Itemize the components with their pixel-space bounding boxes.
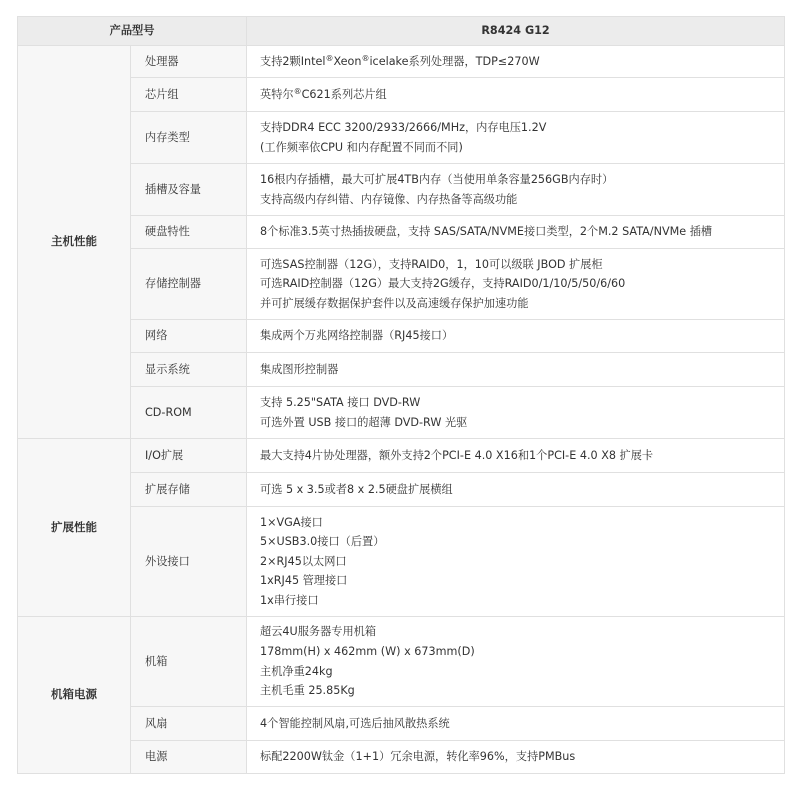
table-row bbox=[18, 439, 785, 473]
spec-label: 机箱 bbox=[131, 617, 247, 707]
spec-value-line: 1×VGA接口 bbox=[260, 515, 323, 529]
spec-value-line: 集成图形控制器 bbox=[260, 362, 339, 376]
spec-value-line: 1xRJ45 管理接口 bbox=[260, 574, 348, 588]
spec-label: 芯片组 bbox=[131, 78, 247, 112]
spec-label: 硬盘特性 bbox=[131, 216, 247, 249]
spec-value bbox=[247, 439, 785, 473]
spec-value-line: 16根内存插槽，最大可扩展4TB内存（当使用单条容量256GB内存时） bbox=[260, 172, 614, 186]
table-row bbox=[18, 216, 785, 249]
group-label: 扩展性能 bbox=[18, 439, 131, 617]
spec-value-line: 8个标准3.5英寸热插拔硬盘，支持 SAS/SATA/NVME接口类型，2个M.2 SATA/NVMe 插槽 bbox=[260, 225, 713, 239]
spec-value-line: 2×RJ45以太网口 bbox=[260, 554, 347, 568]
spec-table-body bbox=[18, 46, 785, 774]
spec-value bbox=[247, 46, 785, 78]
spec-value-line: 4个智能控制风扇,可选后抽风散热系统 bbox=[260, 716, 450, 730]
spec-label: 内存类型 bbox=[131, 112, 247, 164]
spec-value bbox=[247, 741, 785, 774]
spec-value-line: 超云4U服务器专用机箱 bbox=[260, 625, 377, 639]
header-row bbox=[18, 17, 785, 46]
table-row bbox=[18, 617, 785, 707]
spec-value bbox=[247, 473, 785, 507]
table-row bbox=[18, 78, 785, 112]
spec-value-line: 并可扩展缓存数据保护套件以及高速缓存保护加速功能 bbox=[260, 296, 529, 310]
table-row bbox=[18, 387, 785, 439]
spec-value-line: 可选 5 x 3.5或者8 x 2.5硬盘扩展横组 bbox=[260, 482, 453, 496]
spec-label: I/O扩展 bbox=[131, 439, 247, 473]
spec-table-header bbox=[18, 17, 785, 46]
spec-value-line: 英特尔®C621系列芯片组 bbox=[260, 86, 387, 101]
spec-label: 插槽及容量 bbox=[131, 164, 247, 216]
table-row bbox=[18, 353, 785, 387]
table-row bbox=[18, 46, 785, 78]
spec-value-line: 支持高级内存纠错、内存镜像、内存热备等高级功能 bbox=[260, 192, 518, 206]
group-label: 主机性能 bbox=[18, 46, 131, 439]
spec-value-line: 5×USB3.0接口（后置） bbox=[260, 535, 385, 549]
spec-value bbox=[247, 353, 785, 387]
spec-value-line: 集成两个万兆网络控制器（RJ45接口） bbox=[260, 329, 454, 343]
spec-value bbox=[247, 320, 785, 353]
table-row bbox=[18, 507, 785, 617]
spec-label: CD-ROM bbox=[131, 387, 247, 439]
spec-value-line: (工作频率依CPU 和内存配置不同而不同) bbox=[260, 140, 463, 154]
spec-value bbox=[247, 707, 785, 741]
header-model-label: 产品型号 bbox=[18, 17, 247, 46]
table-row bbox=[18, 249, 785, 320]
spec-value-line: 支持 5.25"SATA 接口 DVD-RW bbox=[260, 395, 421, 409]
spec-label: 显示系统 bbox=[131, 353, 247, 387]
spec-label: 电源 bbox=[131, 741, 247, 774]
table-row bbox=[18, 320, 785, 353]
spec-value-line: 主机净重24kg bbox=[260, 664, 333, 678]
spec-value bbox=[247, 387, 785, 439]
table-row bbox=[18, 707, 785, 741]
spec-value-line: 支持DDR4 ECC 3200/2933/2666/MHz，内存电压1.2V bbox=[260, 120, 547, 134]
spec-label: 风扇 bbox=[131, 707, 247, 741]
spec-value bbox=[247, 507, 785, 617]
spec-value bbox=[247, 112, 785, 164]
table-row bbox=[18, 741, 785, 774]
spec-value-line: 支持2颗Intel®Xeon®icelake系列处理器，TDP≤270W bbox=[260, 53, 540, 68]
spec-value-line: 最大支持4片协处理器，额外支持2个PCI-E 4.0 X16和1个PCI-E 4.0 X8 扩展卡 bbox=[260, 448, 654, 462]
spec-label: 外设接口 bbox=[131, 507, 247, 617]
spec-label: 扩展存储 bbox=[131, 473, 247, 507]
spec-label: 网络 bbox=[131, 320, 247, 353]
spec-value-line: 可选RAID控制器（12G）最大支持2G缓存，支持RAID0/1/10/5/50/6/60 bbox=[260, 277, 626, 291]
header-model-value: R8424 G12 bbox=[247, 17, 785, 46]
table-row bbox=[18, 164, 785, 216]
table-row bbox=[18, 112, 785, 164]
spec-label: 处理器 bbox=[131, 46, 247, 78]
spec-value-line: 主机毛重 25.85Kg bbox=[260, 684, 355, 698]
spec-value-line: 可选SAS控制器（12G），支持RAID0，1，10可以级联 JBOD 扩展柜 bbox=[260, 257, 603, 271]
spec-value-line: 可选外置 USB 接口的超薄 DVD-RW 光驱 bbox=[260, 415, 468, 429]
spec-label: 存储控制器 bbox=[131, 249, 247, 320]
spec-value bbox=[247, 164, 785, 216]
spec-value-line: 178mm(H) x 462mm (W) x 673mm(D) bbox=[260, 644, 475, 658]
spec-table-container bbox=[17, 16, 784, 774]
group-label: 机箱电源 bbox=[18, 617, 131, 774]
spec-value bbox=[247, 78, 785, 112]
spec-table bbox=[17, 16, 785, 774]
spec-value bbox=[247, 617, 785, 707]
spec-value bbox=[247, 249, 785, 320]
table-row bbox=[18, 473, 785, 507]
spec-value bbox=[247, 216, 785, 249]
spec-value-line: 标配2200W钛金（1+1）冗余电源，转化率96%，支持PMBus bbox=[260, 750, 576, 764]
spec-value-line: 1x串行接口 bbox=[260, 593, 319, 607]
